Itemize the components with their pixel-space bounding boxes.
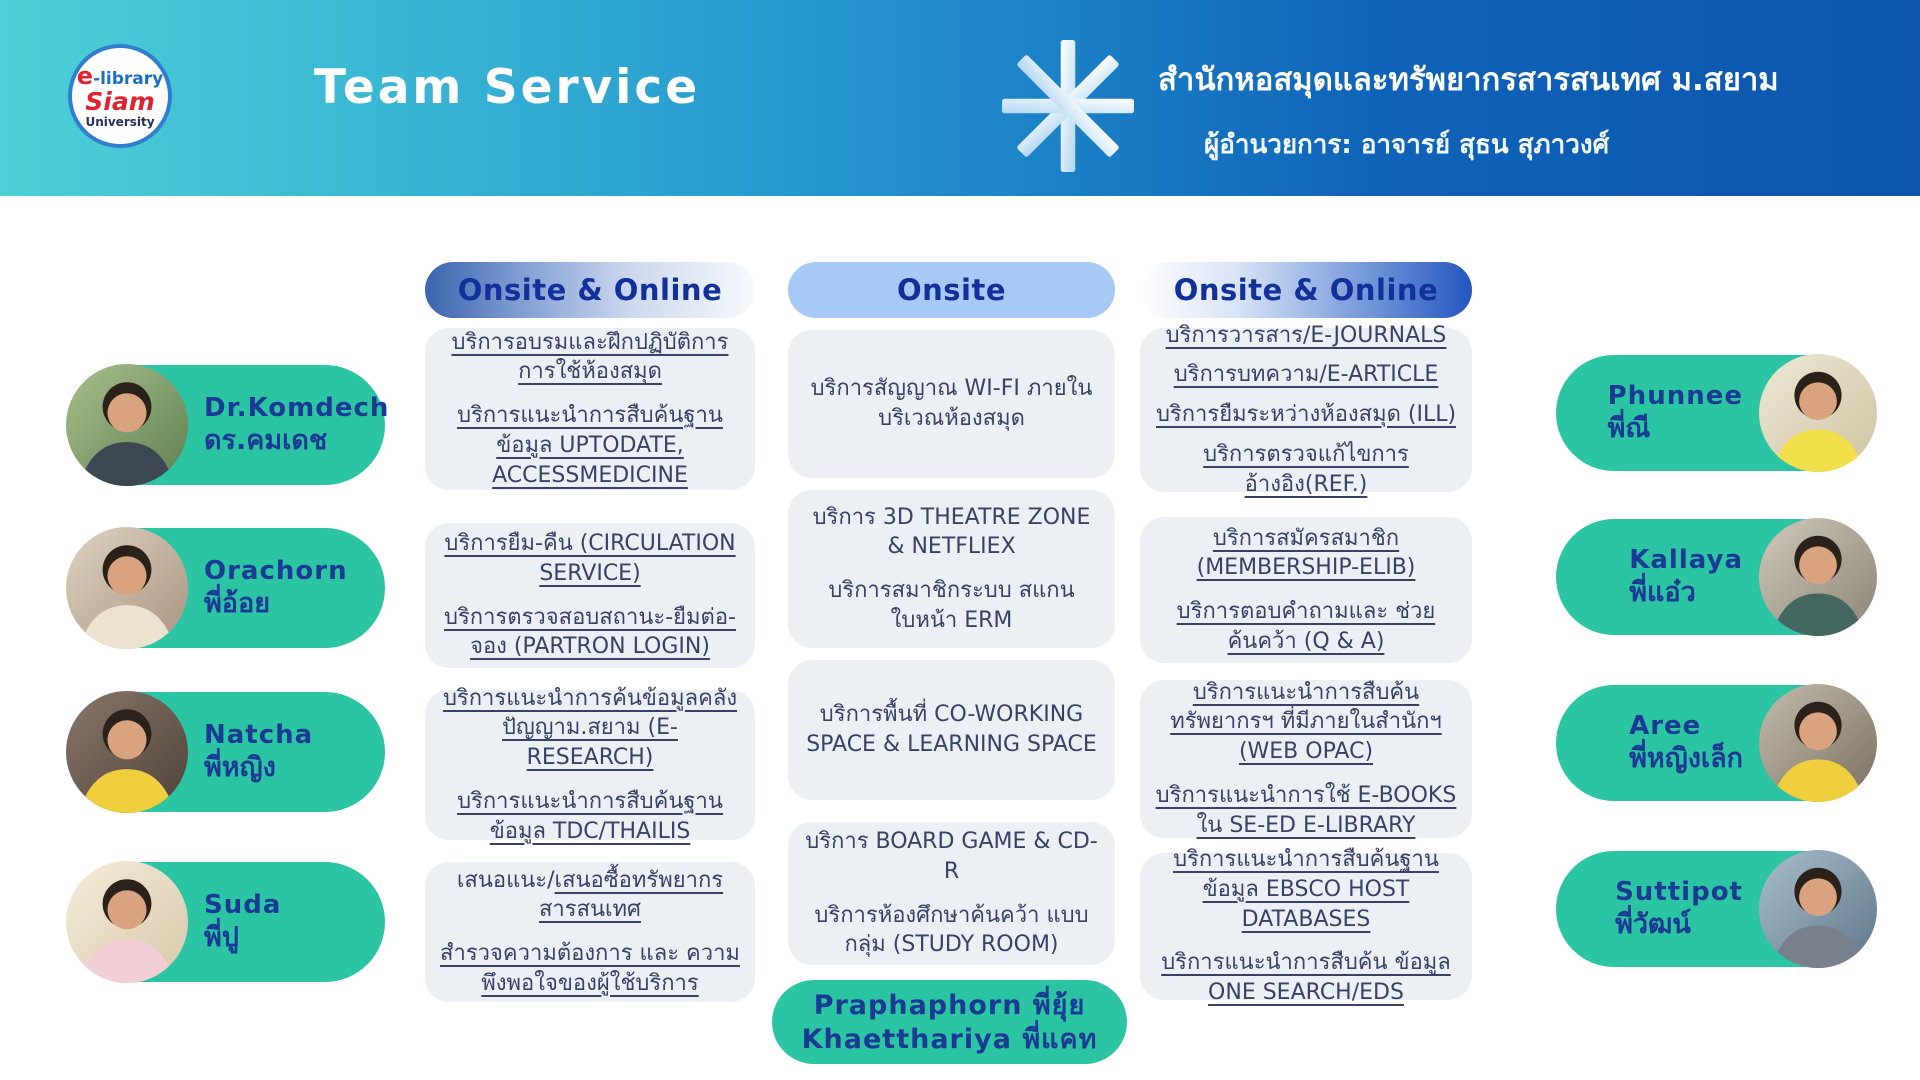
staff-nickname: พี่หญิงเล็ก [1629, 743, 1743, 775]
staff-photo [1759, 850, 1877, 968]
service-box [1140, 847, 1472, 1006]
logo-siam-text: Siam [85, 87, 155, 116]
service-link[interactable]: บริการบทความ/E-ARTICLE [1173, 362, 1439, 388]
service-link[interactable]: บริการอบรมและฝึกปฏิบัติการ การใช้ห้องสมุด [451, 329, 729, 385]
staff-card-kallaya [1556, 519, 1876, 635]
service-link[interactable]: บริการแนะนำการใช้ E-BOOKS ใน SE-ED E-LIBRARY [1155, 782, 1457, 838]
service-box [1140, 680, 1472, 838]
service-link[interactable]: บริการแนะนำการสืบค้น ข้อมูล ONE SEARCH/EDS [1161, 950, 1451, 1006]
service-box [425, 523, 755, 668]
staff-name: Suda [204, 889, 282, 920]
staff-card-aree [1556, 685, 1876, 801]
staff-photo [1759, 354, 1877, 472]
column-header-onsite-online-left: Onsite & Online [425, 262, 755, 318]
staff-card-phunnee [1556, 355, 1876, 471]
staff-nickname: พี่แอ๋ว [1629, 577, 1696, 609]
staff-nickname: พี่ปู [204, 922, 239, 954]
staff-name: Phunnee [1607, 380, 1743, 411]
elibrary-siam-logo [68, 44, 172, 148]
staff-card-praphaphorn-khaetthariya [772, 980, 1127, 1064]
service-box [788, 660, 1115, 800]
staff-card-suda [67, 862, 385, 982]
service-link[interactable]: บริการตรวจแก้ไขการอ้างอิง(REF.) [1203, 441, 1409, 497]
staff-name: Kallaya [1629, 544, 1743, 575]
service-box [425, 328, 755, 490]
staff-card-natcha [67, 692, 385, 812]
asterisk-icon [1002, 40, 1134, 172]
staff-name: Khaetthariya พี่แคท [801, 1023, 1098, 1055]
staff-photo [1759, 684, 1877, 802]
staff-nickname: ดร.คมเดช [204, 425, 328, 457]
service-box [788, 490, 1115, 648]
director-name: ผู้อำนวยการ: อาจารย์ สุธน สุภาวงศ์ [1204, 130, 1610, 160]
service-box [1140, 322, 1472, 497]
service-box [425, 685, 755, 844]
staff-photo [1759, 518, 1877, 636]
staff-nickname: พี่ณี [1607, 413, 1651, 445]
staff-photo [66, 691, 188, 813]
header-banner [0, 0, 1920, 196]
column-header-onsite: Onsite [788, 262, 1115, 318]
service-link[interactable]: บริการตรวจสอบสถานะ-ยืมต่อ- จอง (PARTRON LOGIN) [444, 604, 736, 660]
service-link[interactable]: สำรวจความต้องการ และ ความพึงพอใจของผู้ใช้บริการ [440, 941, 740, 996]
staff-photo [66, 364, 188, 486]
service-box [788, 330, 1115, 478]
staff-photo [66, 527, 188, 649]
logo-elibrary-text: e-library [76, 62, 164, 90]
staff-photo [66, 861, 188, 983]
service-line: บริการห้องศึกษาค้นคว้า แบบกลุ่ม (STUDY ROOM) [814, 902, 1089, 958]
service-link[interactable]: บริการแนะนำการสืบค้นทรัพยากรฯ ที่มีภายในสำนักฯ (WEB OPAC) [1170, 679, 1442, 765]
service-link[interactable]: บริการแนะนำการสืบค้นฐานข้อมูล EBSCO HOST DATABASES [1173, 847, 1439, 932]
service-link[interactable]: บริการยืมระหว่างห้องสมุด (ILL) [1155, 402, 1457, 428]
service-link[interactable]: บริการแนะนำการสืบค้นฐานข้อมูล UPTODATE, ACCESSMEDICINE [457, 403, 723, 488]
service-line: บริการพื้นที่ CO-WORKING SPACE & LEARNING SPACE [806, 702, 1097, 757]
staff-name: Natcha [204, 719, 314, 750]
staff-name: Orachorn [204, 555, 348, 586]
service-line: เสนอแนะ/เสนอซื้อทรัพยากร สารสนเทศ [456, 867, 724, 923]
staff-name: Aree [1629, 710, 1702, 741]
service-link[interactable]: บริการวารสาร/E-JOURNALS [1165, 322, 1447, 348]
service-link[interactable]: บริการยืม-คืน (CIRCULATION SERVICE) [444, 531, 736, 586]
service-link[interactable]: บริการแนะนำการค้นข้อมูลคลัง ปัญญาม.สยาม (E-RESEARCH) [442, 685, 738, 771]
service-line: บริการ BOARD GAME & CD-R [805, 829, 1098, 884]
staff-nickname: พี่วัฒน์ [1615, 909, 1691, 941]
service-box [425, 862, 755, 1002]
staff-card-suttipot [1556, 851, 1876, 967]
staff-name: Praphaphorn พี่ยุ้ย [813, 989, 1086, 1021]
staff-card-komdech [67, 365, 390, 485]
service-line: บริการสมาชิกระบบ สแกนใบหน้า ERM [828, 578, 1075, 633]
staff-nickname: พี่หญิง [204, 752, 276, 784]
staff-nickname: พี่อ้อย [204, 588, 271, 620]
service-link[interactable]: เสนอซื้อทรัพยากร สารสนเทศ [538, 867, 724, 923]
organization-name: สำนักหอสมุดและทรัพยากรสารสนเทศ ม.สยาม [1158, 62, 1779, 98]
service-box [788, 822, 1115, 965]
staff-name: Dr.Komdech [204, 392, 390, 423]
service-line: บริการ 3D THEATRE ZONE & NETFLIEX [812, 504, 1091, 560]
staff-name: Suttipot [1615, 876, 1743, 907]
service-link[interactable]: บริการตอบคำถามและ ช่วยค้นคว้า (Q & A) [1176, 599, 1436, 654]
service-box [1140, 517, 1472, 663]
service-line: บริการสัญญาณ WI-FI ภายในบริเวณห้องสมุด [810, 376, 1093, 431]
service-link[interactable]: บริการสมัครสมาชิก (MEMBERSHIP-ELIB) [1196, 525, 1416, 581]
staff-card-orachorn [67, 528, 385, 648]
page-title: Team Service [314, 60, 701, 115]
service-link[interactable]: บริการแนะนำการสืบค้นฐาน ข้อมูล TDC/THAILIS [457, 788, 723, 844]
logo-university-text: University [85, 115, 155, 129]
column-header-onsite-online-right: Onsite & Online [1140, 262, 1472, 318]
